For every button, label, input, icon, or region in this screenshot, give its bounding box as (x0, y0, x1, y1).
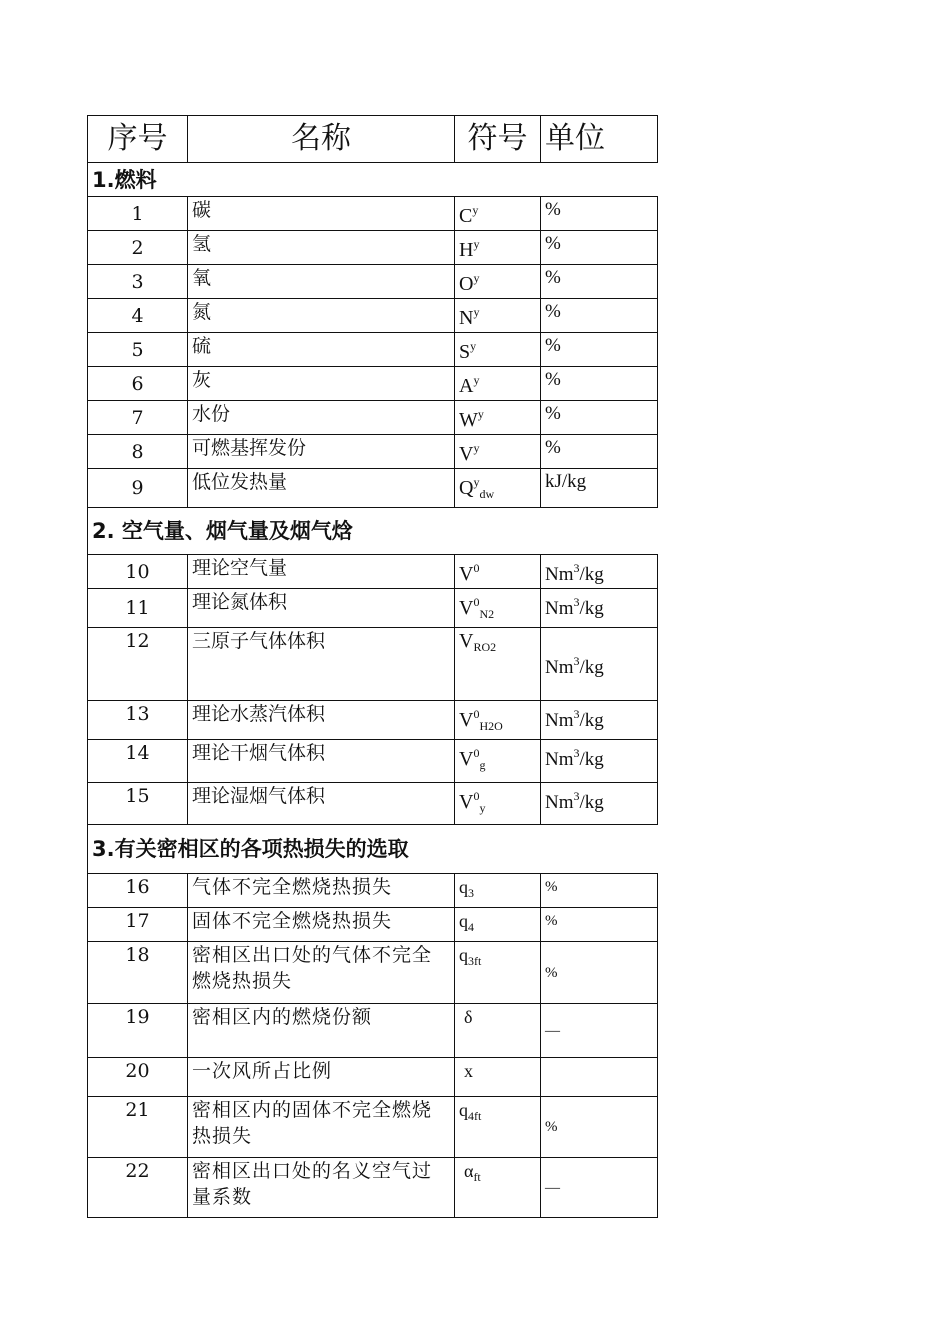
header-symbol: 符号 (455, 116, 541, 163)
section-row (88, 163, 658, 197)
symbol-base: V (459, 748, 474, 770)
row-unit (541, 701, 658, 740)
symbol-base: A (459, 375, 474, 397)
symbol-base: C (459, 205, 473, 227)
symbol-superscript: 0 (473, 595, 480, 609)
section-row (88, 508, 658, 555)
symbol-subscript: ft (473, 1170, 481, 1184)
table-row (88, 628, 658, 701)
symbol-base: S (459, 341, 471, 363)
unit-tail: /kg (579, 598, 604, 619)
row-number: 5 (88, 333, 188, 367)
symbol-subscript: 4 (468, 920, 474, 934)
row-symbol (455, 555, 541, 589)
table-row (88, 333, 658, 367)
row-unit (541, 628, 658, 701)
row-name: 密相区内的燃烧份额 (188, 1004, 455, 1058)
unit-tail: /kg (579, 564, 604, 585)
symbol-superscript: y (473, 305, 480, 319)
row-symbol (455, 197, 541, 231)
row-unit (541, 197, 658, 231)
table-row (88, 1058, 658, 1097)
row-name: 气体不完全燃烧热损失 (188, 874, 455, 908)
unit-base: Nm (545, 710, 574, 731)
row-name: 固体不完全燃烧热损失 (188, 908, 455, 942)
symbol-subscript: 4ft (468, 1109, 482, 1123)
row-unit (541, 942, 658, 1004)
unit-base: % (545, 1119, 558, 1135)
row-number: 7 (88, 401, 188, 435)
symbol-base: O (459, 273, 474, 295)
table-row (88, 874, 658, 908)
row-number: 1 (88, 197, 188, 231)
row-unit (541, 435, 658, 469)
symbol-subscript: g (479, 758, 486, 772)
row-name: 理论湿烟气体积 (188, 783, 455, 825)
section-row (88, 825, 658, 874)
row-unit (541, 908, 658, 942)
table-row (88, 265, 658, 299)
row-name: 碳 (188, 197, 455, 231)
unit-superscript: 3 (573, 595, 580, 609)
row-name: 可燃基挥发份 (188, 435, 455, 469)
symbol-base: q (459, 877, 468, 897)
row-symbol (455, 333, 541, 367)
symbol-subscript: y (479, 801, 486, 815)
symbol-base: V (459, 443, 474, 465)
unit-tail: /kg (579, 792, 604, 813)
unit-superscript: 3 (573, 561, 580, 575)
unit-base: Nm (545, 749, 574, 770)
row-number: 3 (88, 265, 188, 299)
symbol-base: H (459, 239, 474, 261)
row-symbol (455, 435, 541, 469)
table-row (88, 299, 658, 333)
unit-tail: /kg (579, 656, 604, 678)
symbol-base: q (459, 1100, 468, 1120)
unit-base: % (545, 233, 561, 254)
symbol-superscript: y (473, 475, 480, 489)
row-unit (541, 231, 658, 265)
unit-base: % (545, 335, 561, 356)
section-title: 1.燃料 (88, 163, 658, 197)
table-row (88, 367, 658, 401)
row-number: 17 (88, 908, 188, 942)
symbol-superscript: y (473, 373, 480, 387)
symbol-base: q (459, 945, 468, 965)
row-unit (541, 589, 658, 628)
unit-base: % (545, 879, 558, 895)
row-unit (541, 333, 658, 367)
symbol-superscript: y (473, 237, 480, 251)
row-name: 密相区出口处的名义空气过量系数 (188, 1158, 455, 1218)
row-symbol (455, 1058, 541, 1097)
row-number: 4 (88, 299, 188, 333)
row-symbol (455, 1004, 541, 1058)
row-unit (541, 401, 658, 435)
table-header-row (88, 116, 658, 163)
table-row (88, 589, 658, 628)
row-name: 氢 (188, 231, 455, 265)
row-number: 22 (88, 1158, 188, 1218)
symbol-base: δ (464, 1007, 473, 1027)
table-row (88, 701, 658, 740)
symbol-subscript: N2 (479, 607, 495, 621)
row-symbol (455, 701, 541, 740)
unit-base: % (545, 301, 561, 322)
section-title: 3.有关密相区的各项热损失的选取 (88, 825, 658, 874)
table-row (88, 908, 658, 942)
row-symbol (455, 908, 541, 942)
row-unit (541, 299, 658, 333)
table-row (88, 1004, 658, 1058)
header-unit: 单位 (541, 116, 658, 163)
symbol-base: V (459, 791, 474, 813)
row-name: 理论干烟气体积 (188, 740, 455, 783)
row-unit (541, 1004, 658, 1058)
table-row (88, 783, 658, 825)
row-symbol (455, 401, 541, 435)
row-symbol (455, 874, 541, 908)
row-number: 13 (88, 701, 188, 740)
row-name: 水份 (188, 401, 455, 435)
section-title: 2. 空气量、烟气量及烟气焓 (88, 508, 658, 555)
symbol-superscript: y (470, 339, 477, 353)
symbol-subscript: H2O (479, 719, 503, 733)
row-name: 三原子气体体积 (188, 628, 455, 701)
symbol-base: W (459, 409, 478, 431)
symbol-superscript: 0 (473, 561, 480, 575)
row-name: 理论水蒸汽体积 (188, 701, 455, 740)
unit-base: % (545, 964, 558, 981)
table-row (88, 740, 658, 783)
row-number: 16 (88, 874, 188, 908)
row-unit (541, 555, 658, 589)
unit-base: % (545, 437, 561, 458)
symbol-subscript: RO2 (473, 640, 497, 654)
symbol-superscript: 0 (473, 746, 480, 760)
symbol-base: N (459, 307, 474, 329)
row-unit (541, 469, 658, 508)
row-symbol (455, 942, 541, 1004)
row-unit (541, 1058, 658, 1097)
row-symbol (455, 367, 541, 401)
unit-superscript: 3 (573, 789, 580, 803)
unit-base: Nm (545, 564, 574, 585)
row-name: 低位发热量 (188, 469, 455, 508)
row-number: 20 (88, 1058, 188, 1097)
row-number: 9 (88, 469, 188, 508)
row-unit (541, 1097, 658, 1158)
row-symbol (455, 265, 541, 299)
unit-base: % (545, 403, 561, 424)
row-name: 氧 (188, 265, 455, 299)
row-unit (541, 740, 658, 783)
table-row (88, 1097, 658, 1158)
unit-base: % (545, 369, 561, 390)
parameter-table-sheet (87, 115, 657, 1218)
row-symbol (455, 1097, 541, 1158)
table-row (88, 197, 658, 231)
row-name: 理论空气量 (188, 555, 455, 589)
row-number: 6 (88, 367, 188, 401)
unit-base: % (545, 199, 561, 220)
unit-superscript: 3 (573, 653, 580, 668)
row-name: 理论氮体积 (188, 589, 455, 628)
row-unit (541, 265, 658, 299)
row-symbol (455, 231, 541, 265)
row-symbol (455, 469, 541, 508)
row-number: 10 (88, 555, 188, 589)
unit-superscript: 3 (573, 746, 580, 760)
symbol-superscript: 0 (473, 789, 480, 803)
symbol-superscript: y (472, 203, 479, 217)
row-symbol (455, 740, 541, 783)
unit-base: % (545, 913, 558, 929)
symbol-base: q (459, 911, 468, 931)
unit-superscript: 3 (573, 707, 580, 721)
row-number: 21 (88, 1097, 188, 1158)
symbol-base: V (459, 563, 474, 585)
row-number: 14 (88, 740, 188, 783)
symbol-subscript: 3 (468, 886, 474, 900)
row-symbol (455, 628, 541, 701)
row-name: 密相区出口处的气体不完全燃烧热损失 (188, 942, 455, 1004)
row-unit (541, 367, 658, 401)
row-number: 2 (88, 231, 188, 265)
symbol-base: V (459, 630, 474, 652)
table-row (88, 1158, 658, 1218)
row-name: 氮 (188, 299, 455, 333)
unit-base: — (545, 1022, 560, 1039)
row-symbol (455, 299, 541, 333)
unit-base: kJ/kg (545, 471, 587, 492)
table-row (88, 401, 658, 435)
unit-tail: /kg (579, 710, 604, 731)
row-name: 一次风所占比例 (188, 1058, 455, 1097)
row-symbol (455, 783, 541, 825)
unit-base: % (545, 267, 561, 288)
unit-tail: /kg (579, 749, 604, 770)
symbol-base: Q (459, 477, 474, 499)
header-number: 序号 (88, 116, 188, 163)
symbol-superscript: 0 (473, 707, 480, 721)
row-number: 18 (88, 942, 188, 1004)
table-row (88, 942, 658, 1004)
row-number: 15 (88, 783, 188, 825)
row-number: 12 (88, 628, 188, 701)
row-unit (541, 874, 658, 908)
unit-base: Nm (545, 656, 574, 678)
row-unit (541, 1158, 658, 1218)
symbol-base: α (464, 1161, 474, 1181)
symbol-superscript: y (473, 271, 480, 285)
table-row (88, 469, 658, 508)
symbol-superscript: y (473, 441, 480, 455)
header-name: 名称 (188, 116, 455, 163)
row-name: 密相区内的固体不完全燃烧热损失 (188, 1097, 455, 1158)
unit-base: — (545, 1179, 560, 1196)
row-name: 硫 (188, 333, 455, 367)
row-symbol (455, 589, 541, 628)
unit-base: Nm (545, 792, 574, 813)
unit-base: Nm (545, 598, 574, 619)
row-number: 19 (88, 1004, 188, 1058)
table-row (88, 555, 658, 589)
row-symbol (455, 1158, 541, 1218)
table-row (88, 435, 658, 469)
table-row (88, 231, 658, 265)
symbol-base: V (459, 709, 474, 731)
row-unit (541, 783, 658, 825)
row-number: 8 (88, 435, 188, 469)
symbol-subscript: dw (479, 487, 495, 501)
symbol-base: V (459, 597, 474, 619)
parameter-table (87, 115, 658, 1218)
symbol-superscript: y (477, 407, 484, 421)
row-number: 11 (88, 589, 188, 628)
symbol-subscript: 3ft (468, 954, 482, 968)
row-name: 灰 (188, 367, 455, 401)
symbol-base: x (464, 1061, 473, 1081)
